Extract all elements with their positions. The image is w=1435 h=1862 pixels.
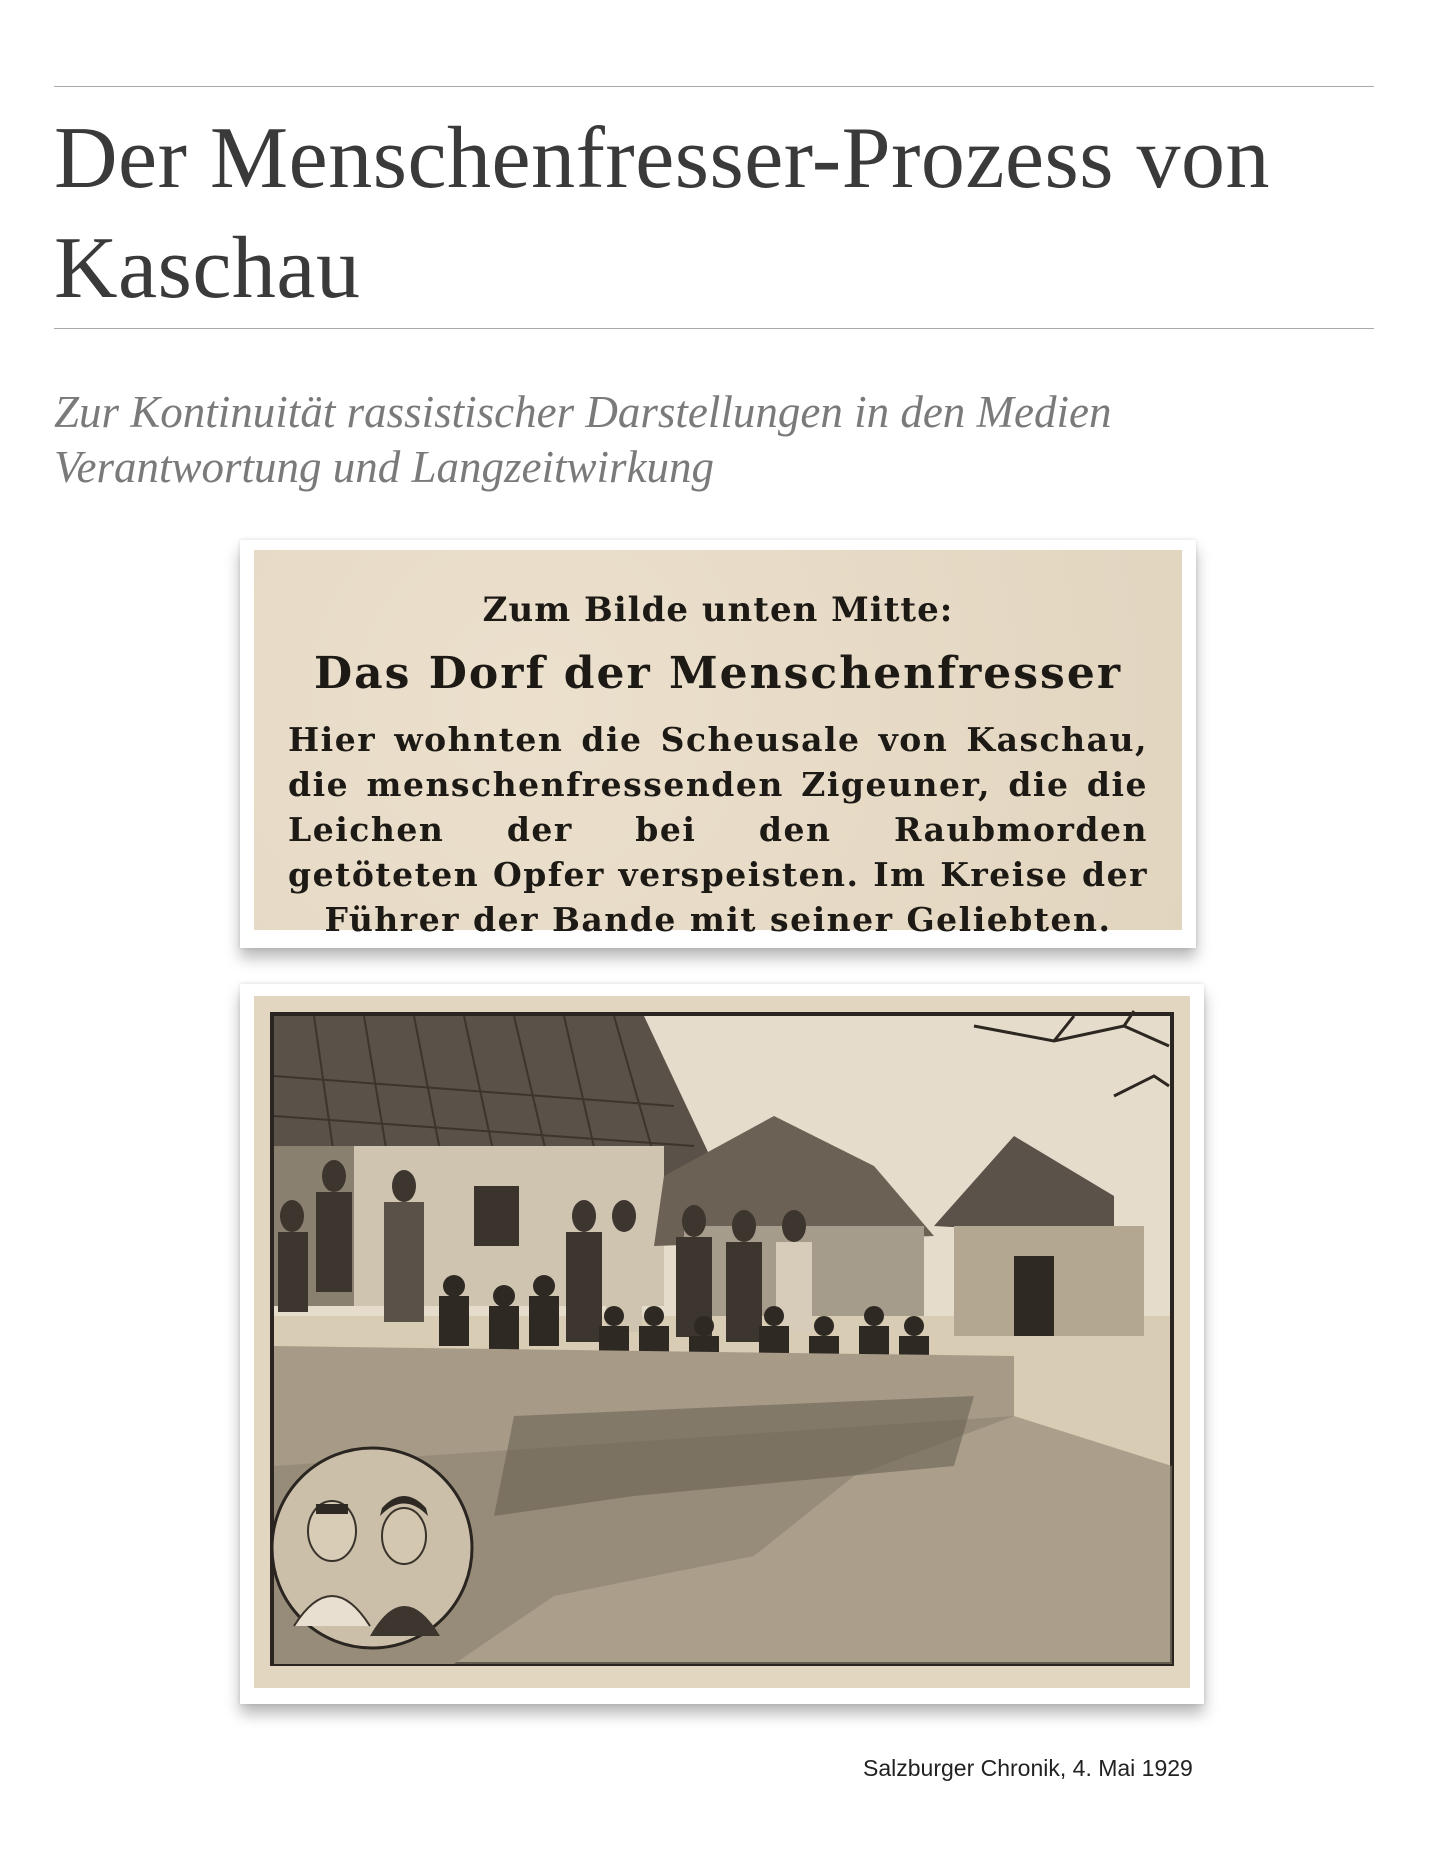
subtitle-line-2: Verantwortung und Langzeitwirkung: [54, 442, 715, 492]
village-photo: [254, 996, 1190, 1688]
village-photo-illustration: [254, 996, 1190, 1688]
clipping-heading: Zum Bilde unten Mitte:: [482, 590, 954, 630]
bottom-rule: [54, 328, 1374, 329]
subtitle-line-1: Zur Kontinuität rassistischer Darstellungen in den Medien: [54, 387, 1112, 437]
page-subtitle: [54, 385, 1394, 495]
clipping-text-area: [254, 550, 1182, 939]
clipping-title: Das Dorf der Menschenfresser: [314, 648, 1122, 699]
clipping-body: Hier wohnten die Scheusale von Kaschau, die menschenfressenden Zigeuner, die die Leichen der bei den Raubmorden getöteten Opfer verspeisten. Im Kreise der Führer der Bande mit seiner Geliebten.: [288, 720, 1148, 939]
newspaper-photo-clipping: [240, 984, 1204, 1704]
top-rule: [54, 86, 1374, 87]
page-title: Der Menschenfresser-Prozess von Kaschau: [54, 110, 1271, 317]
newspaper-caption-clipping: [240, 540, 1196, 948]
source-caption: Salzburger Chronik, 4. Mai 1929: [863, 1755, 1193, 1781]
